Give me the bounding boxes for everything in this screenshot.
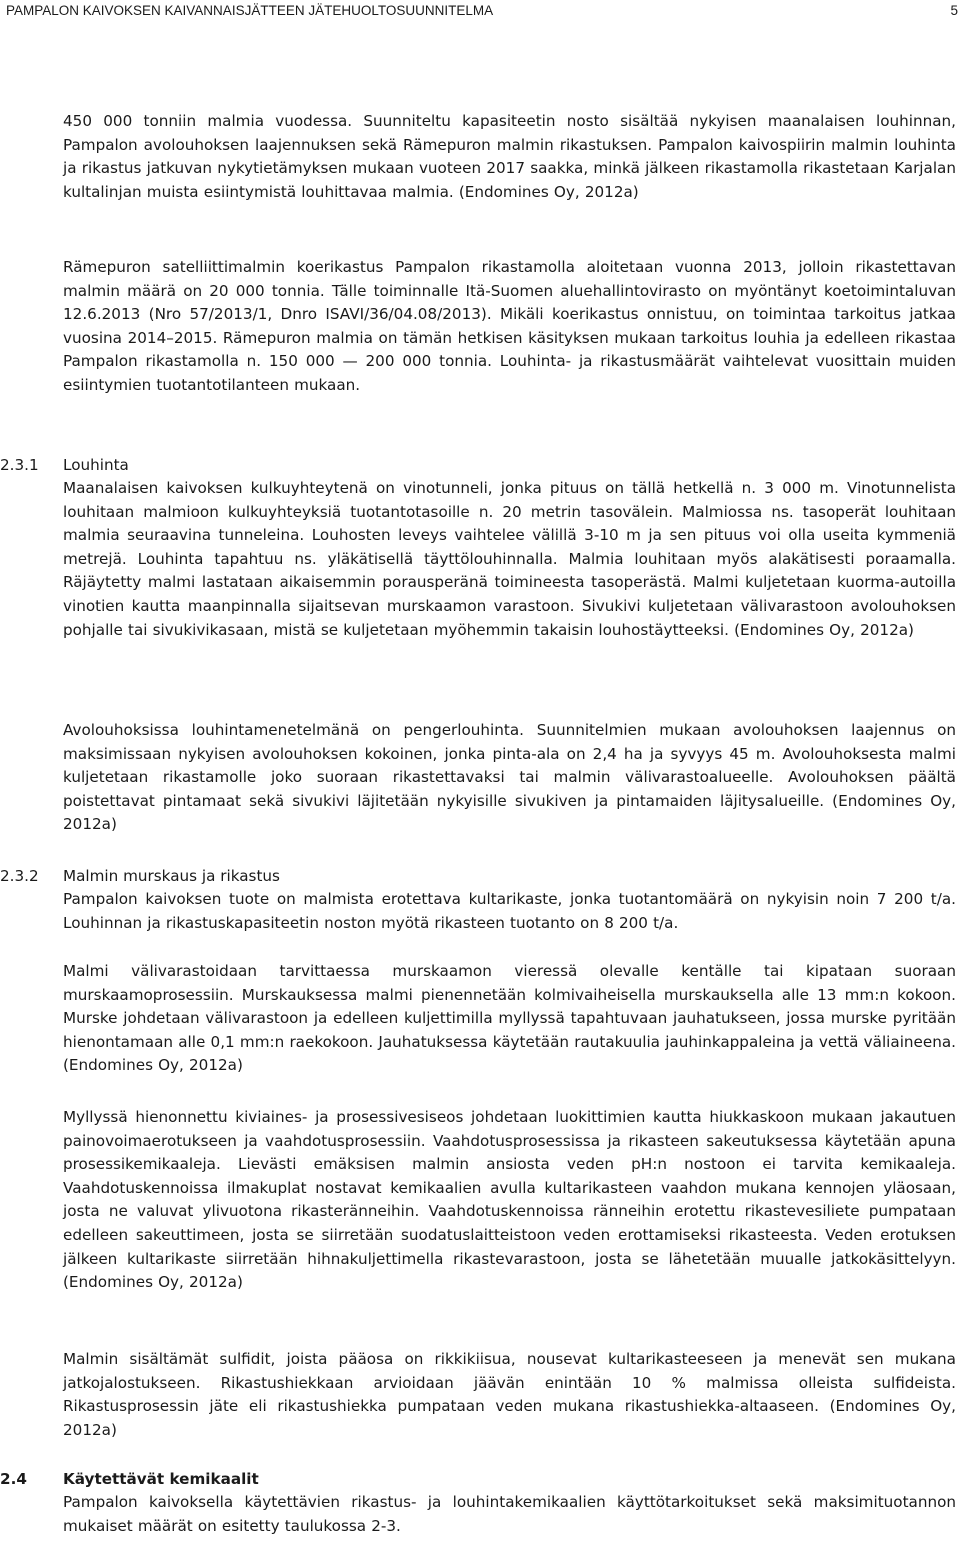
page-header: [6, 3, 960, 23]
paragraph-crushing: Malmi välivarastoidaan tarvittaessa murskaamon vieressä olevalle kentälle tai kipataan suoraan murskaamoprosessiin. Murskauksessa malmi pienennetään kolmivaiheisella murskauksella alle 13 mm:n kokoon. Murske johdetaan välivarastoon ja edelleen kuljettimilla myllyssä tapahtuvaan jauhatukseen, jossa murske pyritään hienontamaan alle 0,1 mm:n raekokoon. Jauhatuksessa käytetään rautakuulia jauhinkappaleina ja vettä väliaineena. (Endomines Oy, 2012a): [63, 962, 956, 1075]
section-title: Louhinta: [63, 456, 129, 474]
section-number: 2.3.1: [0, 456, 39, 474]
paragraph-underground-mining: Maanalaisen kaivoksen kulkuyhteytenä on vinotunneli, jonka pituus on tällä hetkellä n. 3 000 m. Vinotunnelista louhitaan malmioon kulkuyhteyksiä tuotantotasoille n. 20 metrin tasovälein. Malmiossa ns. tasoperät louhitaan malmia seuraavina tunneleina. Louhosten leveys vaihtelee välillä 3-10 m ja sen pituus voi olla useita kymmeniä metrejä. Louhinta tapahtuu ns. yläkätisellä täyttölouhinnalla. Malmia louhitaan myös alakätisesti poraamalla. Räjäytetty malmi lastataan aikaisemmin porausperänä toimineesta tasoperästä. Malmi kuljetetaan kuorma-autoilla vinotien kautta maanpinnalla sijaitsevan murskaamon varastoon. Sivukivi kuljetetaan välivarastoon avolouhoksen pohjalle tai sivukivikasaan, mistä se kuljetetaan myöhemmin takaisin louhostäytteeksi. (Endomines Oy, 2012a): [63, 479, 956, 639]
page-number: 5: [950, 3, 958, 18]
section-title: Malmin murskaus ja rikastus: [63, 867, 280, 885]
section-heading-murskaus: [0, 865, 900, 889]
section-heading-louhinta: [0, 454, 900, 478]
paragraph-product: Pampalon kaivoksen tuote on malmista erotettava kultarikaste, jonka tuotantomäärä on nykyisin noin 7 200 t/a. Louhinnan ja rikastuskapasiteetin noston myötä rikasteen tuotanto on 8 200 t/a.: [63, 890, 956, 932]
paragraph-sulfides: Malmin sisältämät sulfidit, joista pääosa on rikkikiisua, nousevat kultarikasteeseen ja menevät sen mukana jatkojalostukseen. Rikastushiekkaan arvioidaan jäävän enintään 10 % malmissa olleista sulfideista. Rikastusprosessin jäte eli rikastushiekka pumpataan veden mukana rikastushiekka-altaaseen. (Endomines Oy, 2012a): [63, 1350, 956, 1439]
document-title: PAMPALON KAIVOKSEN KAIVANNAISJÄTTEEN JÄTEHUOLTOSUUNNITELMA: [6, 3, 494, 18]
paragraph-capacity: 450 000 tonniin malmia vuodessa. Suunniteltu kapasiteetin nosto sisältää nykyisen maanalaisen louhinnan, Pampalon avolouhoksen laajennuksen sekä Rämepuron malmin rikastuksen. Pampalon kaivospiirin malmin louhinta ja rikastus jatkuvan nykytietämyksen mukaan vuoteen 2017 saakka, minkä jälkeen rikastamolla rikastetaan Karjalan kultalinjan muista esiintymistä louhittavaa malmia. (Endomines Oy, 2012a): [63, 112, 956, 201]
section-number: 2.4: [0, 1470, 27, 1488]
paragraph-open-pit: Avolouhoksissa louhintamenetelmänä on pengerlouhinta. Suunnitelmien mukaan avolouhoksen laajennus on maksimissaan nykyisen avolouhoksen kokoinen, jonka pinta-ala on 2,4 ha ja syvyys 45 m. Avolouhoksesta malmi kuljetetaan rikastamolle joko suoraan rikastettavaksi tai malmin välivarastoalueelle. Avolouhoksen päältä poistettavat pintamaat sekä sivukivi läjitetään nykyisille sivukiven ja pintamaiden läjitysalueille. (Endomines Oy, 2012a): [63, 721, 956, 834]
paragraph-ramepuro: Rämepuron satelliittimalmin koerikastus Pampalon rikastamolla aloitetaan vuonna 2013, jolloin rikastettavan malmin määrä on 20 000 tonnia. Tälle toiminnalle Itä-Suomen aluehallintovirasto on myöntänyt koetoimintaluvan 12.6.2013 (Nro 57/2013/1, Dnro ISAVI/36/04.08/2013). Mikäli koerikastus onnistuu, on toimintaa tarkoitus jatkaa vuosina 2014–2015. Rämepuron malmia on tämän hetkisen käsityksen mukaan tarkoitus louhia ja edelleen rikastaa Pampalon rikastamolla n. 150 000 — 200 000 tonnia. Louhinta- ja rikastusmäärät vaihtelevat vuosittain muiden esiintymien tuotantotilanteen mukaan.: [63, 258, 956, 394]
paragraph-chemicals: Pampalon kaivoksella käytettävien rikastus- ja louhintakemikaalien käyttötarkoitukset sekä maksimituotannon mukaiset määrät on esitetty taulukossa 2-3.: [63, 1493, 956, 1535]
paragraph-flotation: Myllyssä hienonnettu kiviaines- ja prosessivesiseos johdetaan luokittimien kautta hiukkaskoon mukaan jakautuen painovoimaerotukseen ja vaahdotusprosessiin. Vaahdotusprosessissa ja rikasteen sakeutuksessa käytetään apuna prosessikemikaaleja. Lievästi emäksisen malmin ansiosta veden pH:n nostoon ei tarvita kemikaaleja. Vaahdotuskennoissa ilmakuplat nostavat kemikaalien avulla kultarikasteen vaahdon mukana kennojen yläosaan, josta ne valuvat ylivuotona rikasteränneihin. Vaahdotuskennoissa ränneihin erotettu rikastevesiliete pumpataan edelleen sakeuttimeen, josta se siirretään suodatuslaitteistoon veden erottamiseksi rikasteesta. Veden erotuksen jälkeen kultarikaste siirretään hihnakuljettimella rikastevarastoon, josta se lähetetään muualle jatkokäsittelyyn. (Endomines Oy, 2012a): [63, 1108, 956, 1292]
section-title: Käytettävät kemikaalit: [63, 1470, 259, 1488]
section-number: 2.3.2: [0, 867, 39, 885]
section-heading-kemikaalit: [0, 1468, 900, 1492]
